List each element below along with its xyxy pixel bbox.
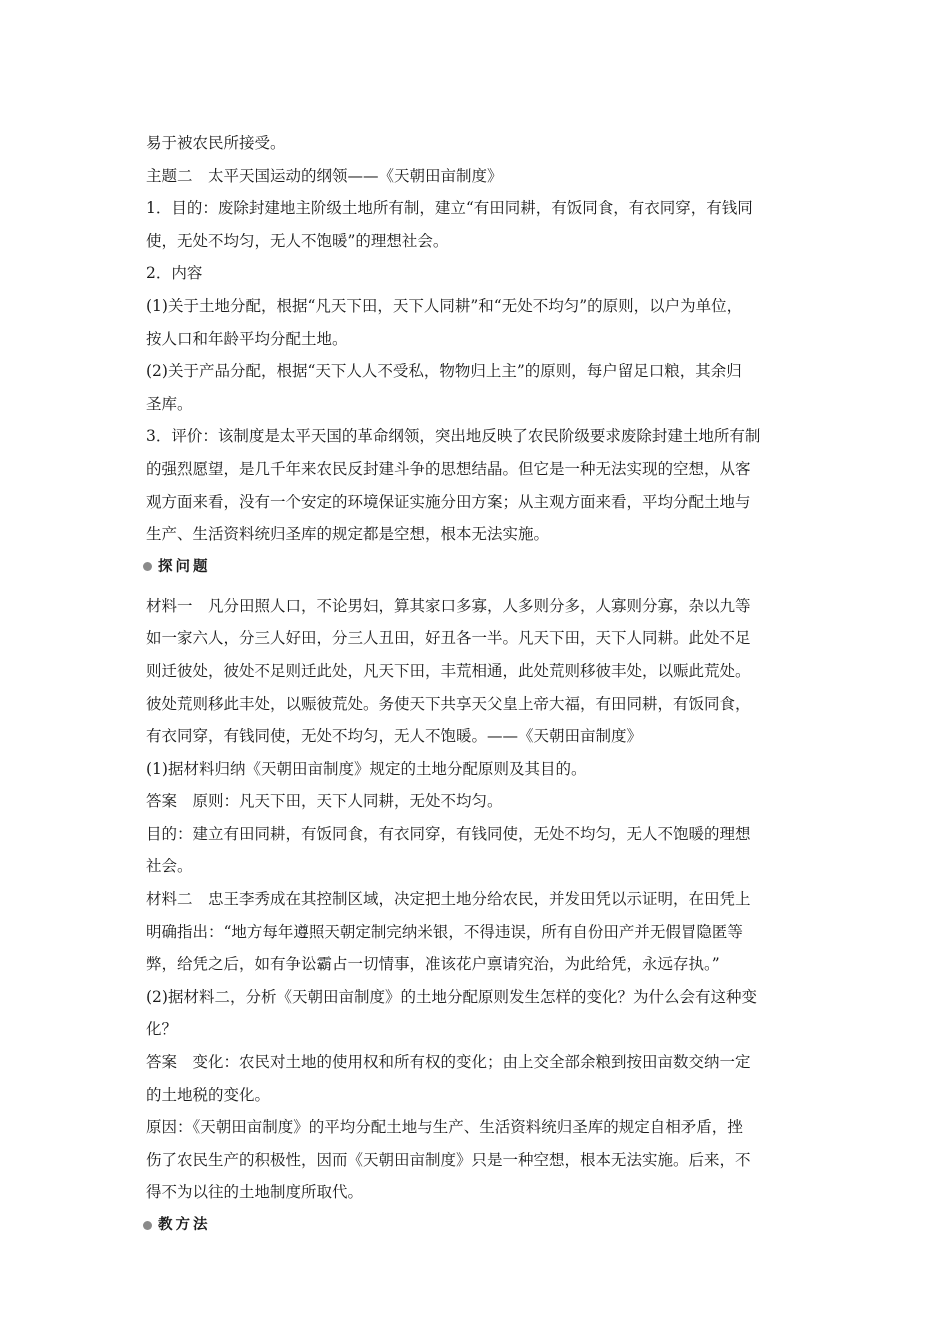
- text-line: 圣库。: [146, 394, 193, 413]
- text-line: 3．评价：该制度是太平天国的革命纲领，突出地反映了农民阶级要求废除封建土地所有制: [146, 427, 761, 446]
- text-line: 的土地税的变化。: [146, 1085, 271, 1104]
- text-line: 得不为以往的土地制度所取代。: [146, 1183, 364, 1202]
- text-line: 则迁彼处，彼处不足则迁此处，凡天下田，丰荒相通，此处荒则移彼丰处，以赈此荒处。: [146, 661, 751, 680]
- text-line: 材料二 忠王李秀成在其控制区域，决定把土地分给农民，并发田凭以示证明，在田凭上: [146, 890, 751, 909]
- text-line: 化？: [146, 1020, 178, 1039]
- text-line: 有衣同穿，有钱同使，无处不均匀，无人不饱暖。——《天朝田亩制度》: [146, 727, 643, 746]
- text-line: 社会。: [146, 857, 193, 876]
- heading-label: 教方法: [158, 1217, 211, 1233]
- bullet-dot-icon: [143, 1221, 152, 1230]
- answer-line: 答案 原则：凡天下田，天下人同耕，无处不均匀。: [146, 792, 503, 811]
- text-line: 生产、生活资料统归圣库的规定都是空想，根本无法实施。: [146, 525, 550, 544]
- text-line: 原因：《天朝田亩制度》的平均分配土地与生产、生活资料统归圣库的规定自相矛盾，挫: [146, 1118, 743, 1137]
- text-line: 的强烈愿望，是几千年来农民反封建斗争的思想结晶。但它是一种无法实现的空想，从客: [146, 459, 751, 478]
- heading-label: 探问题: [158, 558, 211, 575]
- text-line: 伤了农民生产的积极性，因而《天朝田亩制度》只是一种空想，根本无法实施。后来，不: [146, 1150, 751, 1169]
- answer-line: 答案 变化：农民对土地的使用权和所有权的变化；由上交全部余粮到按田亩数交纳一定: [146, 1053, 751, 1072]
- text-line: 目的：建立有田同耕，有饭同食，有衣同穿，有钱同使，无处不均匀，无人不饱暖的理想: [146, 824, 751, 843]
- question-line: (1)据材料归纳《天朝田亩制度》规定的土地分配原则及其目的。: [146, 759, 587, 778]
- heading-explore-questions: [143, 557, 810, 577]
- text-line: 明确指出：“地方每年遵照天朝定制完纳米银，不得违误，所有自份田产并无假冒隐匿等: [146, 922, 743, 941]
- text-line: 按人口和年龄平均分配土地。: [146, 329, 348, 348]
- document-page: [146, 133, 810, 1248]
- question-line: (2)据材料二，分析《天朝田亩制度》的土地分配原则发生怎样的变化？为什么会有这种变: [146, 987, 757, 1006]
- text-line: 使，无处不均匀，无人不饱暖”的理想社会。: [146, 231, 449, 250]
- text-line: 弊，给凭之后，如有争讼霸占一切情事，准该花户禀请究治，为此给凭，永远存执。”: [146, 955, 720, 974]
- section-title: 主题二 太平天国运动的纲领——《天朝田亩制度》: [146, 166, 503, 185]
- text-line: 如一家六人，分三人好田，分三人丑田，好丑各一半。凡天下田，天下人同耕。此处不足: [146, 629, 751, 648]
- heading-teaching-methods: [143, 1215, 810, 1235]
- text-line: (2)关于产品分配，根据“天下人人不受私，物物归上主”的原则，每户留足口粮，其余归: [146, 362, 742, 381]
- text-line: 易于被农民所接受。: [146, 134, 286, 152]
- text-line: 1．目的：废除封建地主阶级土地所有制，建立“有田同耕，有饭同食，有衣同穿，有钱同: [146, 199, 753, 218]
- bullet-dot-icon: [143, 562, 152, 571]
- text-line: 彼处荒则移此丰处，以赈彼荒处。务使天下共享天父皇上帝大福，有田同耕，有饭同食，: [146, 694, 751, 713]
- text-line: 材料一 凡分田照人口，不论男妇，算其家口多寡，人多则分多，人寡则分寡，杂以九等: [146, 596, 751, 615]
- text-line: 观方面来看，没有一个安定的环境保证实施分田方案；从主观方面来看，平均分配土地与: [146, 492, 751, 511]
- text-line: 2．内容: [146, 264, 203, 283]
- text-line: (1)关于土地分配，根据“凡天下田，天下人同耕”和“无处不均匀”的原则，以户为单位，: [146, 296, 743, 315]
